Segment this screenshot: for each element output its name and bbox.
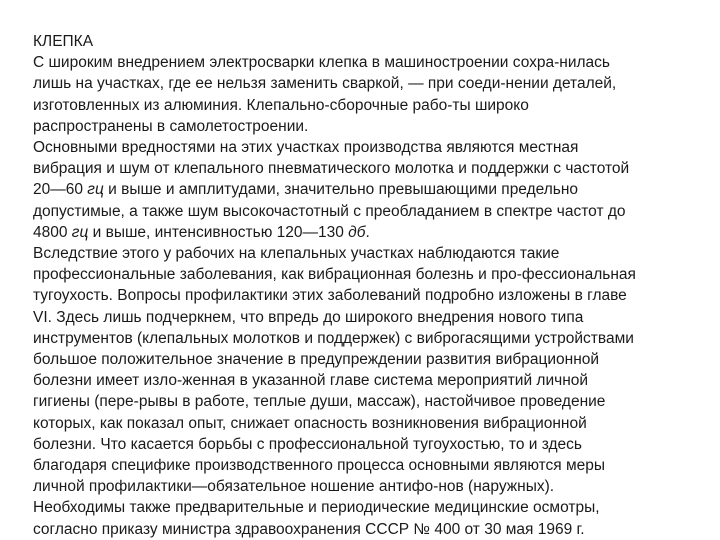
text-line: вибрация и шум от клепального пневматического молотка и поддержки с частотой [33, 160, 630, 178]
document-title: КЛЕПКА [33, 33, 94, 50]
text-line: Необходимы также предварительные и периодические медицинские осмотры, [33, 499, 600, 517]
text-line: которых, как показал опыт, снижает опасность возникновения вибрационной [33, 414, 587, 432]
text-line: VI. Здесь лишь подчеркнем, что впредь до широкого внедрения нового типа [33, 308, 584, 326]
text-line: распространены в самолетостроении. [33, 117, 309, 135]
text-line: С широким внедрением электросварки клепка в машиностроении сохра-нилась [33, 54, 610, 72]
document-body [33, 31, 693, 540]
text-line: инструментов (клепальных молотков и поддержек) с виброгасящими устройствами [33, 329, 634, 347]
text-run: и выше и амплитудами, значительно превышающими предельно [103, 181, 579, 199]
text-line: гигиены (пере-рывы в работе, теплые души, массаж), настойчивое проведение [33, 393, 606, 411]
text-run: и выше, интенсивностью 120—130 [88, 223, 349, 241]
text-line: Основными вредностями на этих участках производства являются местная [33, 139, 579, 157]
text-run: 20—60 [33, 181, 88, 199]
unit-db: дб [348, 223, 366, 241]
text-line: Вследствие этого у рабочих на клепальных участках наблюдаются такие [33, 245, 560, 263]
text-line [33, 222, 693, 243]
text-line: профессиональные заболевания, как вибрационная болезнь и про-фессиональная [33, 266, 636, 284]
text-line: допустимые, а также шум высокочастотный с преобладанием в спектре частот до [33, 202, 626, 220]
text-line: согласно приказу министра здравоохранения СССР № 400 от 30 мая 1969 г. [33, 520, 585, 538]
text-line: изготовленных из алюминия. Клепально-сборочные рабо-ты широко [33, 96, 529, 114]
text-line: большое положительное значение в предупреждении развития вибрационной [33, 351, 600, 369]
text-line: личной профилактики—обязательное ношение антифо-нов (наружных). [33, 478, 555, 496]
unit-hz: гц [87, 181, 104, 199]
text-run: . [365, 223, 370, 241]
text-line: болезни. Что касается борьбы с профессиональной тугоухостью, то и здесь [33, 435, 582, 453]
text-line [33, 179, 693, 200]
unit-hz: гц [71, 223, 89, 241]
text-line: болезни имеет изло-женная в указанной главе система мероприятий личной [33, 372, 589, 390]
text-line: лишь на участках, где ее нельзя заменить сваркой, — при соеди-нении деталей, [33, 75, 617, 93]
text-line: тугоухость. Вопросы профилактики этих заболеваний подробно изложены в главе [33, 287, 627, 305]
text-line: благодаря специфике производственного процесса основными являются меры [33, 457, 606, 475]
text-run: 4800 [33, 223, 72, 241]
